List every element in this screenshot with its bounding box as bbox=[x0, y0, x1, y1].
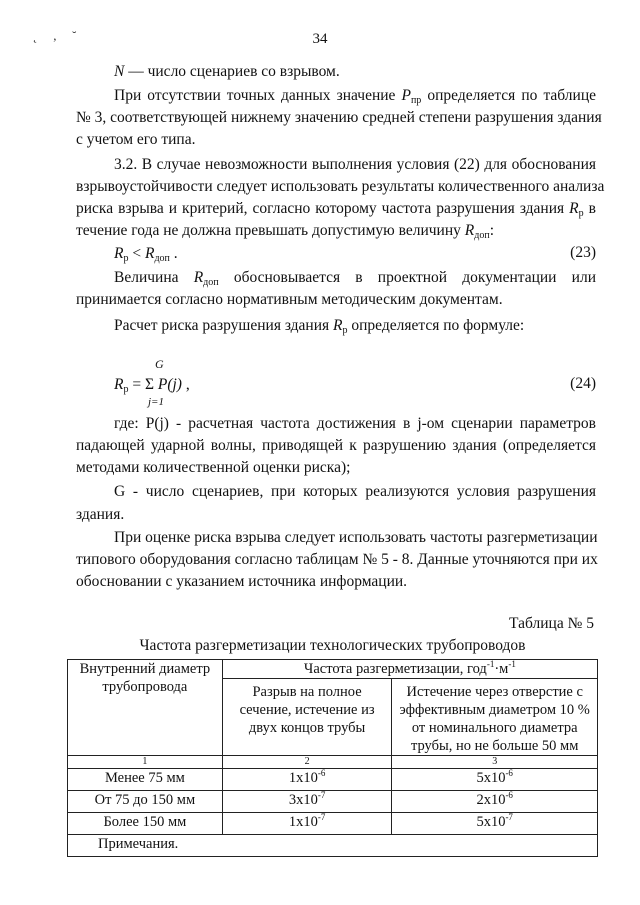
paragraph-frequencies-line-1: При оценке риска взрыва следует использовать частоты разгерметизации bbox=[114, 529, 598, 546]
table-caption: Частота разгерметизации технологических трубопроводов bbox=[139, 637, 526, 654]
paragraph-ppr-line-2: № 3, соответствующей нижнему значению средней степени разрушения здания bbox=[76, 109, 602, 126]
equation-24-upper-limit: G bbox=[155, 357, 164, 371]
table-5 bbox=[67, 659, 598, 857]
equation-24-lower-limit: j=1 bbox=[148, 396, 164, 408]
paragraph-pj-line-1: где: P(j) - расчетная частота достижения в j-ом сценарии параметров bbox=[114, 415, 596, 432]
page-number: 34 bbox=[312, 31, 328, 47]
equation-23-number: (23) bbox=[570, 244, 596, 261]
symbol-r-dop: R bbox=[464, 222, 475, 239]
header-frequency-group: Частота разгерметизации, $год^{-1}\cdot м^{-1}$ bbox=[222, 660, 597, 679]
equation-24-number: (24) bbox=[570, 375, 596, 392]
paragraph-3-2-line-4: течение года не должна превышать допустимую величину $R_{доп}$: bbox=[76, 222, 494, 241]
paragraph-rdop-line-1: Величина $R_{доп}$ обосновывается в проектной документации или bbox=[114, 269, 596, 288]
header-full-rupture: Разрыв на полное сечение, истечение из двух концов трубы bbox=[222, 679, 392, 756]
table-column-numbers: 1 2 3 bbox=[68, 756, 598, 769]
paragraph-3-2-line-2: взрывоустойчивости следует использовать результаты количественного анализа bbox=[76, 178, 605, 195]
paragraph-ppr-line-1: При отсутствии точных данных значение $P_{пр}$ определяется по таблице bbox=[114, 87, 596, 106]
symbol-p: P bbox=[401, 87, 411, 104]
equation-24: $R_р = \Sigma$ P(j) , bbox=[114, 376, 190, 395]
paragraph-3-2-line-1: 3.2. В случае невозможности выполнения условия (22) для обоснования bbox=[114, 156, 596, 173]
paragraph-pj-line-3: методами количественной оценки риска); bbox=[76, 459, 351, 476]
table-notes: Примечания. bbox=[68, 835, 598, 857]
table-notes-row bbox=[68, 835, 598, 857]
text: — число сценариев со взрывом. bbox=[124, 63, 340, 80]
table-row: От 75 до 150 мм $3x10^{-7}$ $2x10^{-6}$ bbox=[68, 791, 598, 813]
paragraph-rdop-line-2: принимается согласно нормативным методическим документам. bbox=[76, 291, 503, 308]
paragraph-g-line-1: G - число сценариев, при которых реализуются условия разрушения bbox=[114, 483, 596, 500]
scan-marks: ˛ ‚ ˘ bbox=[33, 28, 83, 43]
table-label: Таблица № 5 bbox=[509, 615, 594, 632]
paragraph-frequencies-line-3: обосновании с указанием источника информации. bbox=[76, 573, 408, 590]
paragraph-pj-line-2: падающей ударной волны, приводящей к разрушению здания (определяется bbox=[76, 437, 596, 454]
symbol-r: R bbox=[569, 200, 579, 217]
header-diameter: Внутренний диаметр трубопровода bbox=[68, 660, 223, 756]
paragraph-g-line-2: здания. bbox=[76, 506, 125, 523]
table-row: Менее 75 мм $1x10^{-6}$ $5x10^{-6}$ bbox=[68, 769, 598, 791]
equation-23: $R_р < R_{доп}$ . bbox=[114, 245, 178, 264]
paragraph-risk-formula: Расчет риска разрушения здания $R_р$ определяется по формуле: bbox=[114, 317, 525, 336]
header-hole-leak: Истечение через отверстие с эффективным диаметром 10 % от номинального диаметра трубы, но не больше 50 мм bbox=[392, 679, 598, 756]
paragraph-n-definition bbox=[114, 62, 634, 82]
paragraph-ppr-line-3: с учетом его типа. bbox=[76, 131, 196, 148]
paragraph-3-2-line-3: риска взрыва и критерий, согласно которому частота разрушения здания $R_р$ в bbox=[76, 200, 596, 219]
paragraph-frequencies-line-2: типового оборудования согласно таблицам № 5 - 8. Данные уточняются при их bbox=[76, 551, 598, 568]
table-row: Более 150 мм $1x10^{-7}$ $5x10^{-7}$ bbox=[68, 813, 598, 835]
table-header-row-1 bbox=[68, 660, 598, 679]
symbol-n: N bbox=[114, 63, 125, 80]
